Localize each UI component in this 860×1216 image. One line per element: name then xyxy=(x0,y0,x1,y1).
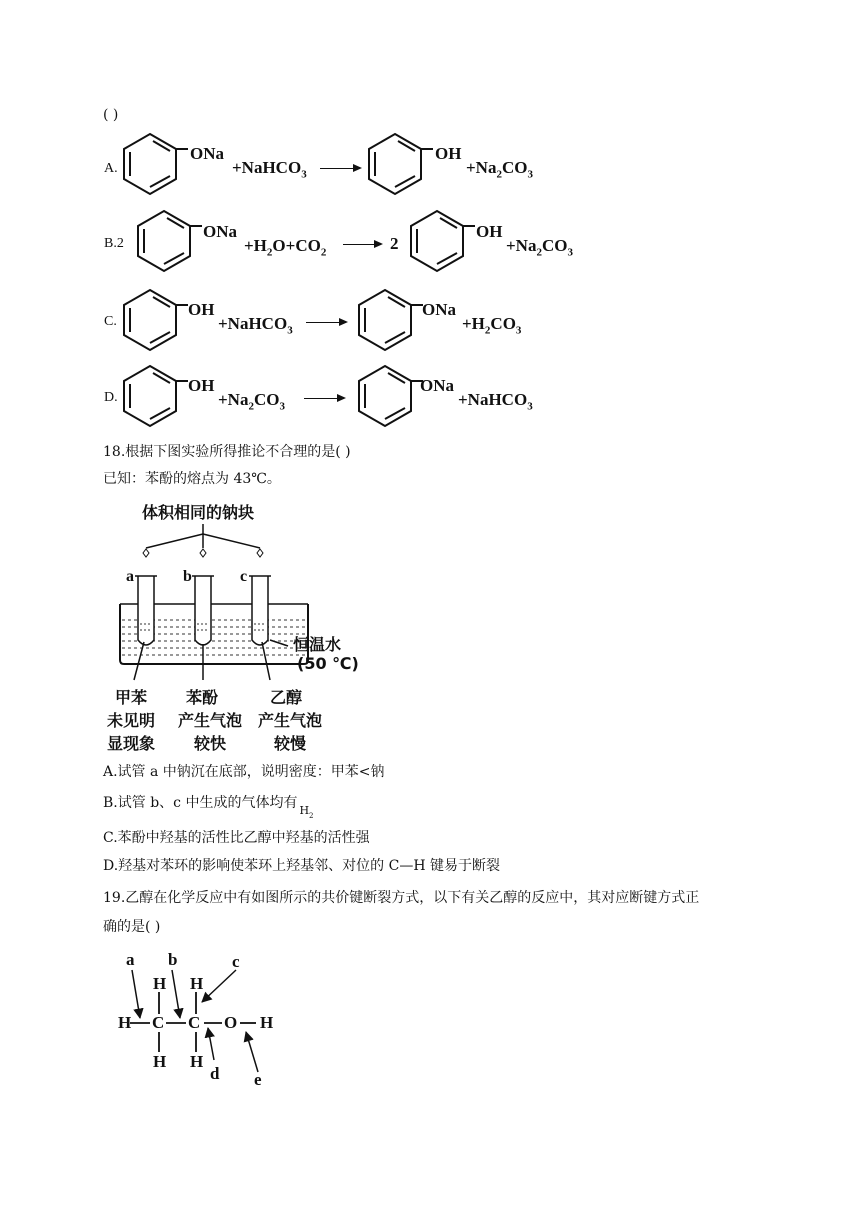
option-c-left-group: OH xyxy=(188,300,215,319)
atom-h-bottom2: H xyxy=(190,1052,204,1071)
reaction-arrow xyxy=(343,244,381,245)
caption-ethanol-1: 乙醇 xyxy=(270,688,303,707)
option-d-left-group: OH xyxy=(188,376,215,395)
caption-toluene-1: 甲苯 xyxy=(115,688,148,707)
benzene-ring-icon xyxy=(120,288,180,352)
benzene-ring-icon xyxy=(120,132,180,196)
bond-label-d: d xyxy=(210,1064,220,1083)
benzene-ring-icon xyxy=(134,209,194,273)
option-a-label: A. xyxy=(104,161,118,176)
caption-toluene-2: 未见明 xyxy=(107,711,156,730)
figure-title: 体积相同的钠块 xyxy=(142,503,255,522)
atom-h-top1: H xyxy=(153,974,167,993)
q17-paren: ( ) xyxy=(103,107,119,123)
option-c-right-group: ONa xyxy=(422,300,456,319)
benzene-ring-icon xyxy=(407,209,467,273)
caption-phenol-3: 较快 xyxy=(194,734,227,753)
atom-o: O xyxy=(224,1013,238,1032)
caption-phenol-1: 苯酚 xyxy=(186,688,219,707)
bond-label-b: b xyxy=(168,950,178,969)
atom-h-top2: H xyxy=(190,974,204,993)
option-b-product: $+Na_2CO_3$ xyxy=(506,236,573,259)
reaction-arrow xyxy=(306,322,346,323)
q18-stem: 18.根据下图实验所得推论不合理的是( ) xyxy=(103,444,351,460)
option-a-left-group: ONa xyxy=(190,144,224,163)
option-b-left-group: ONa xyxy=(203,222,237,241)
benzene-ring-icon xyxy=(120,364,180,428)
option-c-product: $+H_2CO_3$ xyxy=(462,314,522,337)
option-d-product: +NaHCO$_3$ xyxy=(458,390,533,413)
atom-h-right: H xyxy=(260,1013,274,1032)
benzene-ring-icon xyxy=(355,288,415,352)
caption-toluene-3: 显现象 xyxy=(107,734,156,753)
option-b-label: B.2 xyxy=(104,236,124,251)
q18-option-c: C.苯酚中羟基的活性比乙醇中羟基的活性强 xyxy=(103,830,370,846)
option-b-reagent: $+H_2O+CO_2$ xyxy=(244,236,327,259)
atom-h-left: H xyxy=(118,1013,132,1032)
bath-label: 恒温水 xyxy=(293,635,342,654)
option-d-label: D. xyxy=(104,390,118,405)
q18-option-b: B.试管 b、c 中生成的气体均有 $_{H2}$ xyxy=(103,795,314,820)
option-a-right-group: OH xyxy=(435,144,462,163)
tube-label-b: b xyxy=(183,568,192,585)
option-d-right-group: ONa xyxy=(420,376,454,395)
q19-stem-line1: 19.乙醇在化学反应中有如图所示的共价键断裂方式，以下有关乙醇的反应中，其对应断键方式正 xyxy=(103,890,700,906)
option-a-reagent: +NaHCO$_3$ xyxy=(232,158,307,181)
tube-label-a: a xyxy=(126,568,134,585)
benzene-ring-icon xyxy=(365,132,425,196)
atom-h-bottom1: H xyxy=(153,1052,167,1071)
bond-label-a: a xyxy=(126,950,135,969)
caption-phenol-2: 产生气泡 xyxy=(178,711,243,730)
q18-known: 已知：苯酚的熔点为 43℃。 xyxy=(103,471,281,487)
benzene-ring-icon xyxy=(355,364,415,428)
atom-c2: C xyxy=(188,1013,201,1032)
q19-stem-line2: 确的是( ) xyxy=(103,919,161,935)
option-c-reagent: +NaHCO$_3$ xyxy=(218,314,293,337)
option-c-label: C. xyxy=(104,314,117,329)
q18-option-d: D.羟基对苯环的影响使苯环上羟基邻、对位的 C—H 键易于断裂 xyxy=(103,858,500,874)
atom-c1: C xyxy=(152,1013,165,1032)
bond-label-e: e xyxy=(254,1070,262,1089)
caption-ethanol-2: 产生气泡 xyxy=(258,711,323,730)
bond-label-c: c xyxy=(232,952,240,971)
bath-temperature: (50 ℃) xyxy=(297,654,359,673)
option-b-right-group: OH xyxy=(476,222,503,241)
q18-option-a: A.试管 a 中钠沉在底部，说明密度：甲苯<钠 xyxy=(103,764,385,780)
reaction-arrow xyxy=(320,168,360,169)
reaction-arrow xyxy=(304,398,344,399)
option-d-reagent: $+Na_2CO_3$ xyxy=(218,390,285,413)
option-b-coefficient: 2 xyxy=(390,234,399,253)
tube-label-c: c xyxy=(240,568,248,585)
option-a-product: $+Na_2CO_3$ xyxy=(466,158,533,181)
caption-ethanol-3: 较慢 xyxy=(274,734,307,753)
